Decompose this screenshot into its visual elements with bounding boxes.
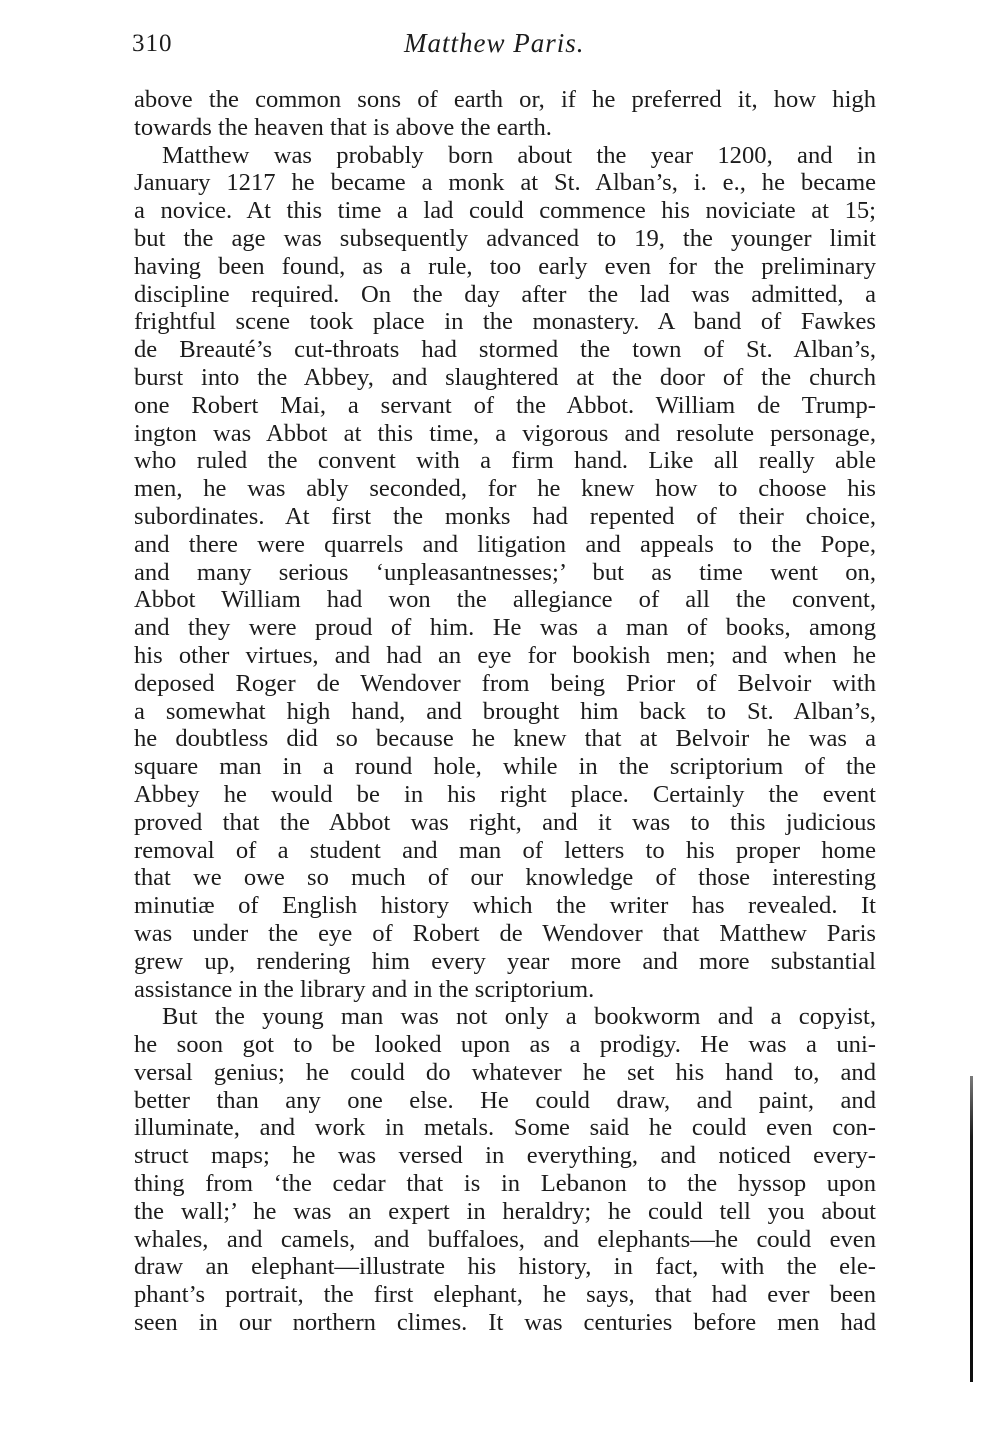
text-line: he doubtless did so because he knew that at Belvoir he was a <box>134 725 876 753</box>
scan-edge-line <box>970 1076 973 1382</box>
text-line: thing from ‘the cedar that is in Lebanon to the hyssop upon <box>134 1170 876 1198</box>
text-line: January 1217 he became a monk at St. Alban’s, i. e., he became <box>134 169 876 197</box>
text-line: versal genius; he could do whatever he set his hand to, and <box>134 1058 876 1086</box>
text-line: and many serious ‘unpleasantnesses;’ but as time went on, <box>134 558 876 586</box>
text-line: that we owe so much of our knowledge of those interesting <box>134 864 876 892</box>
text-line: was under the eye of Robert de Wendover that Matthew Paris <box>134 919 876 947</box>
text-line: illuminate, and work in metals. Some said he could even con- <box>134 1114 876 1142</box>
text-line: but the age was subsequently advanced to 19, the younger limit <box>134 224 876 252</box>
text-line: Abbot William had won the allegiance of all the convent, <box>134 586 876 614</box>
text-line: frightful scene took place in the monastery. A band of Fawkes <box>134 308 876 336</box>
text-line: discipline required. On the day after the lad was admitted, a <box>134 280 876 308</box>
text-line: the wall;’ he was an expert in heraldry; he could tell you about <box>134 1197 876 1225</box>
text-line: minutiæ of English history which the writer has revealed. It <box>134 892 876 920</box>
text-line: whales, and camels, and buffaloes, and elephants—he could even <box>134 1225 876 1253</box>
text-line: square man in a round hole, while in the scriptorium of the <box>134 753 876 781</box>
text-line: de Breauté’s cut-throats had stormed the town of St. Alban’s, <box>134 336 876 364</box>
text-line: But the young man was not only a bookworm and a copyist, <box>162 1003 876 1031</box>
text-line: a novice. At this time a lad could commence his noviciate at 15; <box>134 197 876 225</box>
text-line: above the common sons of earth or, if he preferred it, how high <box>134 86 876 113</box>
text-line: assistance in the library and in the scriptorium. <box>134 975 595 1003</box>
text-line: ington was Abbot at this time, a vigorous and resolute personage, <box>134 419 876 447</box>
text-line: removal of a student and man of letters to his proper home <box>134 836 876 864</box>
text-line: his other virtues, and had an eye for bookish men; and when he <box>134 641 876 669</box>
text-line: towards the heaven that is above the earth. <box>134 113 552 141</box>
text-line: who ruled the convent with a firm hand. Like all really able <box>134 447 876 475</box>
page-number: 310 <box>132 30 173 57</box>
text-line: phant’s portrait, the first elephant, he says, that had ever been <box>134 1281 876 1309</box>
page-header <box>0 22 1000 66</box>
text-line: and they were proud of him. He was a man of books, among <box>134 614 876 642</box>
text-line: better than any one else. He could draw, and paint, and <box>134 1086 876 1114</box>
text-line: a somewhat high hand, and brought him back to St. Alban’s, <box>134 697 876 725</box>
text-line: men, he was ably seconded, for he knew how to choose his <box>134 475 876 503</box>
text-line: burst into the Abbey, and slaughtered at the door of the church <box>134 363 876 391</box>
text-line: having been found, as a rule, too early even for the preliminary <box>134 252 876 280</box>
body-text <box>134 86 876 1337</box>
text-line: seen in our northern climes. It was centuries before men had <box>134 1309 876 1337</box>
text-line: draw an elephant—illustrate his history, in fact, with the ele- <box>134 1253 876 1281</box>
text-line: one Robert Mai, a servant of the Abbot. William de Trump- <box>134 391 876 419</box>
text-line: proved that the Abbot was right, and it was to this judicious <box>134 808 876 836</box>
text-line: and there were quarrels and litigation and appeals to the Pope, <box>134 530 876 558</box>
text-line: struct maps; he was versed in everything, and noticed every- <box>134 1142 876 1170</box>
text-line: he soon got to be looked upon as a prodigy. He was a uni- <box>134 1031 876 1059</box>
text-line: grew up, rendering him every year more and more substantial <box>134 947 876 975</box>
text-line: subordinates. At first the monks had repented of their choice, <box>134 502 876 530</box>
running-title: Matthew Paris. <box>404 28 585 58</box>
text-line: deposed Roger de Wendover from being Prior of Belvoir with <box>134 669 876 697</box>
text-line: Matthew was probably born about the year 1200, and in <box>162 141 876 169</box>
text-line: Abbey he would be in his right place. Certainly the event <box>134 780 876 808</box>
